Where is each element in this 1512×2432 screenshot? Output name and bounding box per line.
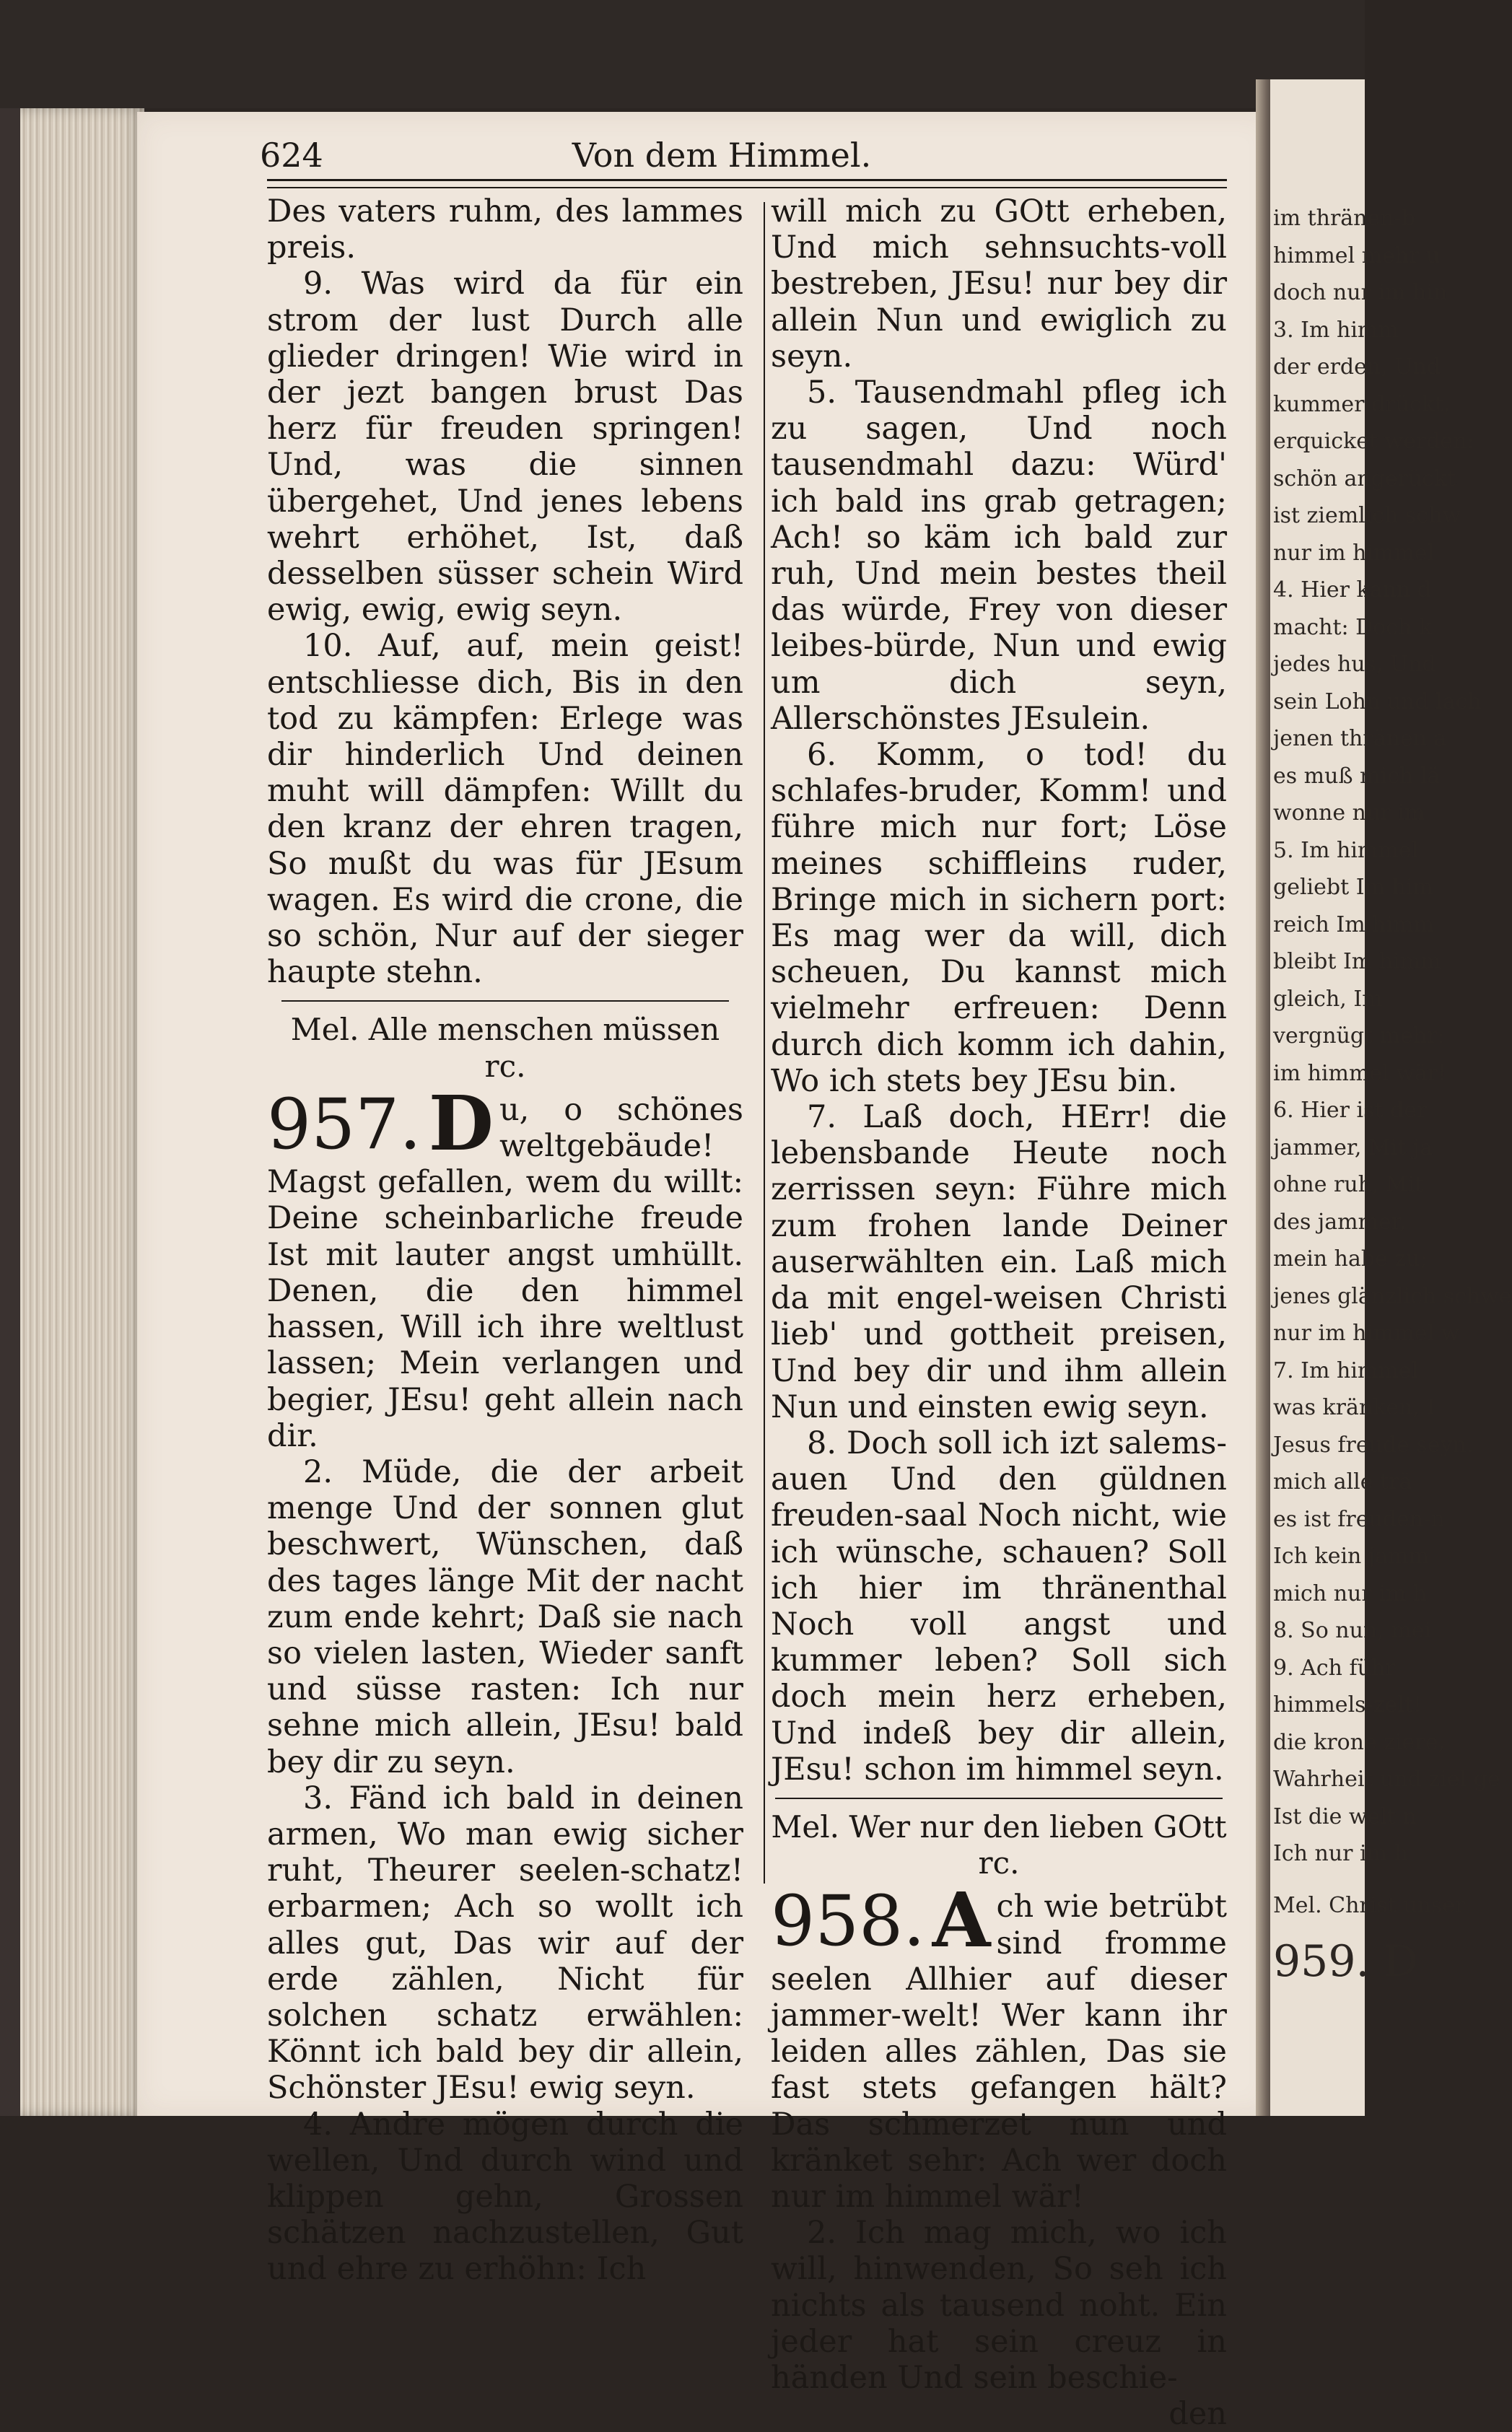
facing-page-line: nur im himmel w: [1273, 1321, 1460, 1346]
facing-page-line: im thränen-b: [1273, 206, 1415, 231]
facing-page-line: Ist die welt n: [1273, 1803, 1417, 1829]
facing-page-line: 5. Im himmel: [1273, 837, 1419, 863]
facing-page-line: sein Lohn und lach: [1273, 688, 1482, 714]
facing-page-line: des jammer,: [1273, 1209, 1407, 1235]
facing-page-line: macht: Doch k: [1273, 614, 1433, 640]
facing-page-line: Ich kein jamm: [1273, 1544, 1429, 1569]
hymn-number-958: 958.: [771, 1881, 925, 1962]
facing-page-line: mich nur im h: [1273, 1580, 1428, 1606]
facing-page-line: kummer drückt,: [1273, 391, 1451, 417]
hymn-957-verse-1: u, o schönes weltgebäude! Magst gefallen, wem du willt: Deine scheinbarliche freude Ist mit lauter angst umhüllt. Denen, die den himmel hassen, Will ich ihre weltlust lassen; Mein verlangen und begier, JEsu! geht allein nach dir.: [267, 1091, 743, 1454]
verse-continuation: Des vaters ruhm, des lammes preis.: [267, 193, 743, 266]
facing-page-melody: Mel. Christ unser: [1273, 1892, 1466, 1918]
facing-page-line: bleibt Im himm: [1273, 949, 1441, 974]
hymn-957-verse-4: 4. Andre mögen durch die wellen, Und durch wind und klippen gehn, Grossen schätzen nachzustellen, Gut und ehre zu erhöhn: Ich: [267, 2106, 743, 2288]
facing-page-line: geliebt Im him: [1273, 875, 1433, 900]
dropcap-958: A: [932, 1876, 991, 1965]
hymn-separator-rule: [775, 1798, 1223, 1799]
facing-page-line: 9. Ach führ: [1273, 1655, 1396, 1681]
page-title: Von dem Himmel.: [572, 136, 872, 175]
verse-6: 6. Komm, o tod! du schlafes-bruder, Komm! und führe mich nur fort; Löse meines schiffleins ruder, Bringe mich in sichern port: Es mag wer da will, dich scheuen, Du kannst mich vielmehr erfreuen: Denn durch dich komm ich dahin, Wo ich stets bey JEsu bin.: [771, 737, 1227, 1099]
hymn-958-start: [771, 1876, 1227, 2215]
facing-page-line: jedes hus, Und: [1273, 652, 1436, 677]
facing-page-line: doch nur im hin: [1273, 280, 1448, 305]
facing-page-line: es muß mich lä: [1273, 763, 1441, 789]
facing-page-line: jenen thränen a: [1273, 726, 1447, 751]
facing-page-line: ist ziemlich schw: [1273, 503, 1461, 528]
verse-9: 9. Was wird da für ein strom der lust Durch alle glieder dringen! Wie wird in der jezt bangen brust Das herz für freuden springen! Und, was die sinnen übergehet, Und jenes lebens wehrt erhöhet, Ist, daß desselben süsser schein Wird ewig, ewig, ewig seyn.: [267, 266, 743, 629]
facing-page-line: wonne nur im: [1273, 800, 1425, 826]
facing-page-line: im himmel wär!: [1273, 1060, 1447, 1086]
hymn-957-verse-3: 3. Fänd ich bald in deinen armen, Wo man ewig sicher ruht, Theurer seelen-schatz! erbarmen; Ach so wollt ich alles gut, Das wir auf der erde zählen, Nicht für solchen schatz erwählen: Könnt ich bald bey dir allein, Schönster JEsu! ewig seyn.: [267, 1780, 743, 2107]
hymn-958-verse-2: 2. Ich mag mich, wo ich will, hinwenden, So seh ich nichts als tausend noht. Ein jeder hat sein creuz in händen Und sein beschie-: [771, 2215, 1227, 2396]
page-number: 624: [260, 136, 323, 175]
book-cover-edge: [0, 108, 20, 2116]
facing-page-line: erquicket werden:: [1273, 429, 1474, 454]
facing-page: [1270, 79, 1512, 2116]
facing-page-line: gleich, Im: [1273, 986, 1383, 1012]
backdrop: [0, 0, 1365, 108]
facing-page-line: jammer, Mit ja: [1273, 1134, 1433, 1160]
hymn-number-957: 957.: [267, 1083, 421, 1165]
verse-continuation-right: will mich zu GOtt erheben, Und mich sehnsuchts-voll bestreben, JEsu! nur bey dir allein Nun und ewiglich zu seyn.: [771, 193, 1227, 375]
facing-page-line: 7. Im himmel: [1273, 1357, 1419, 1383]
hymn-957-verse-2: 2. Müde, die der arbeit menge Und der sonnen glut beschwert, Wünschen, daß des tages länge Mit der nacht zum ende kehrt; Daß sie nach so vielen lasten, Wieder sanft und süsse rasten: Ich nur sehne mich allein, JEsu! bald bey dir zu seyn.: [267, 1453, 743, 1780]
facing-page-line: 4. Hier kann d: [1273, 577, 1431, 603]
facing-page-line: 8. So nun, mei: [1273, 1618, 1432, 1643]
facing-page-line: Jesus freude seyn.: [1273, 1432, 1474, 1458]
facing-page-line: was kränken, I: [1273, 1395, 1435, 1420]
melody-line-958: Mel. Wer nur den lieben GOtt rc.: [771, 1808, 1227, 1881]
facing-page-line: himmels-zelt!: [1273, 1692, 1422, 1718]
facing-page-line: ohne ruh, Mit: [1273, 1172, 1424, 1197]
facing-page-line: jenes glänzlich schwe: [1273, 1283, 1512, 1309]
verse-5: 5. Tausendmahl pfleg ich zu sagen, Und noch tausendmahl dazu: Würd' ich bald ins grab getragen; Ach! so käm ich bald zur ruh, Und mein bestes theil das würde, Frey von dieser leibes-bürde, Nun und ewig um dich seyn, Allerschönstes JEsulein.: [771, 375, 1227, 737]
facing-page-line: vergnügt mehr:: [1273, 1023, 1445, 1049]
running-head: [260, 136, 1184, 179]
facing-page-line: schön angerückt: [1273, 465, 1456, 491]
dropcap-957: D: [428, 1078, 494, 1168]
facing-page-line: 3. Im himm: [1273, 317, 1399, 343]
catchword: den: [1168, 2396, 1227, 2432]
column-divider: [764, 202, 765, 1884]
verse-8: 8. Doch soll ich izt salems-auen Und den güldnen freuden-saal Noch nicht, wie ich wünsche, schauen? Soll ich hier im thränenthal Noch voll angst und kummer leben? Soll sich doch mein herz erheben, Und indeß bey dir allein, JEsu! schon im himmel seyn.: [771, 1425, 1227, 1788]
facing-page-line: himmel mehr u: [1273, 242, 1441, 268]
header-rule: [267, 179, 1227, 188]
facing-page-line: nur im himmel: [1273, 540, 1435, 566]
verse-10: 10. Auf, auf, mein geist! entschliesse dich, Bis in den tod zu kämpfen: Erlege was dir hinderlich Und deinen muht will dämpfen: Willt du den kranz der ehren tragen, So mußt du was für JEsum wagen. Es wird die crone, die so schön, Nur auf der sieger haupte stehn.: [267, 628, 743, 991]
verse-7: 7. Laß doch, HErr! die lebensbande Heute noch zerrissen seyn: Führe mich zum frohen lande Deiner auserwählten ein. Laß mich da mit engel-weisen Christi lieb' und gottheit preisen, Und bey dir und ihm allein Nun und einsten ewig seyn.: [771, 1099, 1227, 1425]
page-block-edge: [0, 108, 144, 2116]
hymn-957-start: [267, 1078, 743, 1454]
facing-page-line: mein habe zu;: [1273, 1246, 1428, 1272]
left-column: [267, 193, 743, 2288]
facing-page-line: Ich nur im h: [1273, 1841, 1408, 1866]
hymn-separator-rule: [281, 1000, 729, 1002]
right-column: [771, 193, 1227, 2432]
facing-page-line: es ist freuden-n: [1273, 1506, 1445, 1532]
facing-page-line: die krone ziere,: [1273, 1729, 1446, 1755]
facing-page-line: mich alle trä: [1273, 1469, 1412, 1495]
facing-page-line: 6. Hier ist der: [1273, 1098, 1428, 1123]
facing-page-hymn-number: 959. D: [1273, 1935, 1418, 1987]
facing-page-line: reich Im himm: [1273, 911, 1434, 937]
hymn-958-verse-1: ch wie betrübt sind fromme seelen Allhier auf dieser jammer-welt! Wer kann ihr leiden alles zählen, Das sie fast stets gefangen hält? Das schmerzet nun und kränket sehr: Ach wer doch nur im himmel wär!: [771, 1889, 1227, 2215]
facing-page-line: der erden, Und: [1273, 354, 1441, 380]
melody-line-957: Mel. Alle menschen müssen rc.: [290, 1012, 720, 1084]
facing-page-line: Wahrheit und ziel ge: [1273, 1767, 1500, 1792]
